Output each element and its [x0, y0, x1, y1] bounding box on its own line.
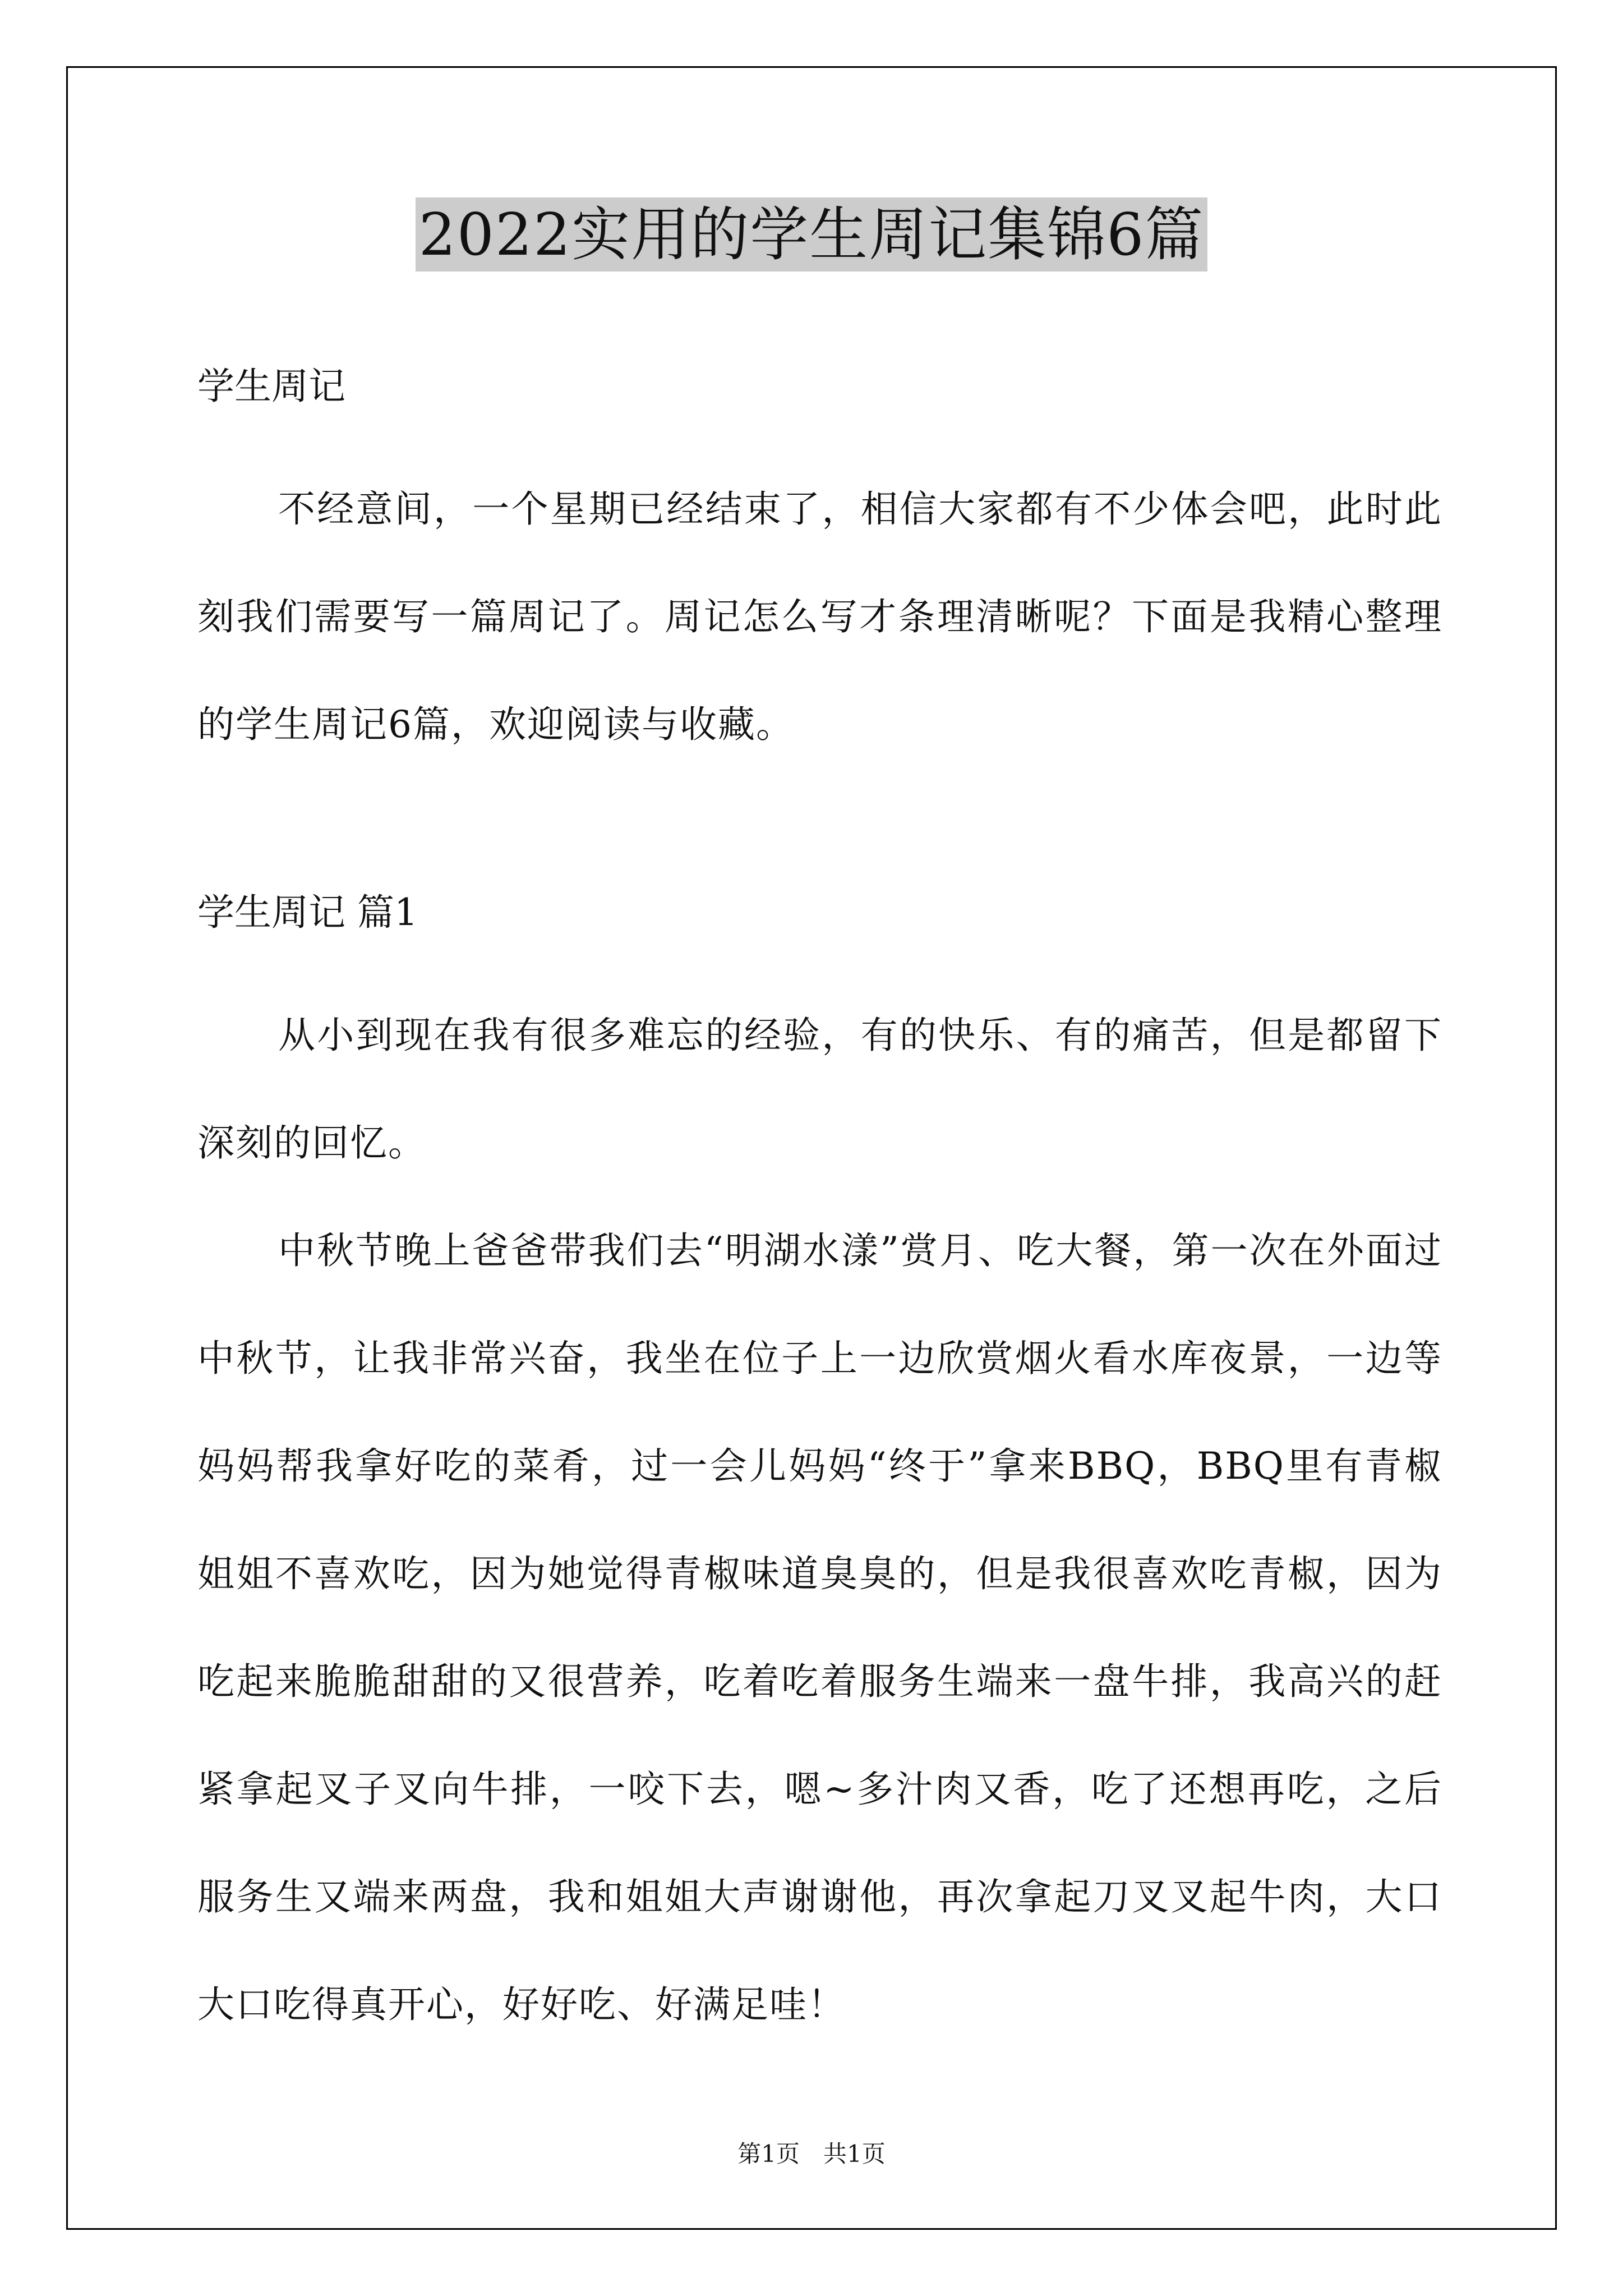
page-footer: 第1页 共1页 — [737, 2140, 886, 2168]
title-container — [0, 197, 1623, 272]
section1-heading: 学生周记 篇1 — [197, 891, 418, 934]
intro-paragraph: 不经意间，一个星期已经结束了，相信大家都有不少体会吧，此时此刻我们需要写一篇周记了。周记怎么写才条理清晰呢？下面是我精心整理的学生周记6篇，欢迎阅读与收藏。 — [197, 487, 1442, 746]
section1-paragraph-2: 中秋节晚上爸爸带我们去“明湖水漾”赏月、吃大餐，第一次在外面过中秋节，让我非常兴奋，我坐在位子上一边欣赏烟火看水库夜景，一边等妈妈帮我拿好吃的菜肴，过一会儿妈妈“终于”拿来BBQ，BBQ里有青椒姐姐不喜欢吃，因为她觉得青椒味道臭臭的，但是我很喜欢吃青椒，因为吃起来脆脆甜甜的又很营养，吃着吃着服务生端来一盘牛排，我高兴的赶紧拿起叉子叉向牛排，一咬下去，嗯~多汁肉又香，吃了还想再吃，之后服务生又端来两盘，我和姐姐大声谢谢他，再次拿起刀叉叉起牛肉，大口大口吃得真开心，好好吃、好满足哇！ — [197, 1229, 1442, 2026]
intro-heading: 学生周记 — [197, 365, 345, 408]
document-body — [197, 337, 1442, 2059]
section-spacer — [197, 779, 1442, 877]
section1-paragraph-1: 从小到现在我有很多难忘的经验，有的快乐、有的痛苦，但是都留下深刻的回忆。 — [197, 1014, 1442, 1165]
document-title: 2022实用的学生周记集锦6篇 — [416, 197, 1208, 272]
